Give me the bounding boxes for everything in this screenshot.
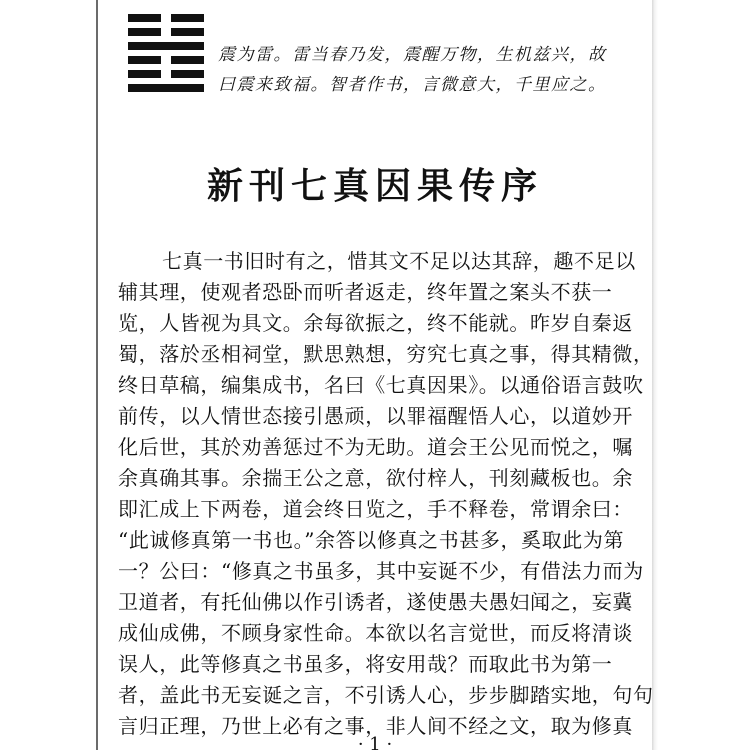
broken-line-icon: [128, 56, 204, 64]
broken-line-icon: [128, 14, 204, 22]
epigraph-line: 曰震来致福。智者作书，言微意大，千里应之。: [218, 75, 607, 95]
body-line: 蜀，落於丞相祠堂，默思熟想，穷究七真之事，得其精微，: [118, 342, 654, 366]
body-line: 一？公曰：“修真之书虽多，其中妄诞不少，有借法力而为: [118, 559, 644, 583]
hexagram-epigraph: [218, 40, 648, 100]
page-number: · 1 ·: [357, 734, 393, 755]
body-line: 即汇成上下两卷，道会终日览之，手不释卷，常谓余曰：: [118, 497, 633, 521]
solid-line-icon: [128, 42, 204, 50]
body-line: 辅其理，使观者恐卧而听者返走，终年置之案头不获一: [118, 280, 613, 304]
body-line: 余真确其事。余揣王公之意，欲付梓人，刊刻藏板也。余: [118, 466, 633, 490]
body-line: 终日草稿，编集成书，名曰《七真因果》。以通俗语言鼓吹: [118, 373, 644, 397]
body-line: 言归正理，乃世上必有之事，非人间不经之文，取为修真: [118, 714, 633, 738]
solid-line-icon: [128, 84, 204, 92]
broken-line-icon: [128, 28, 204, 36]
body-line: 成仙成佛，不顾身家性命。本欲以名言觉世，而反将清谈: [118, 621, 633, 645]
preface-body: [118, 246, 658, 742]
body-line: 览，人皆视为具文。余每欲振之，终不能就。昨岁自秦返: [118, 311, 633, 335]
body-line: “此诚修真第一书也。”余答以修真之书甚多，奚取此为第: [118, 528, 625, 552]
body-line: 七真一书旧时有之，惜其文不足以达其辞，趣不足以: [162, 249, 636, 273]
body-line: 卫道者，有托仙佛以作引诱者，遂使愚夫愚妇闻之，妄冀: [118, 590, 633, 614]
page-title: 新刊七真因果传序: [206, 166, 543, 207]
body-line: 者，盖此书无妄诞之言，不引诱人心，步步脚踏实地，句句: [118, 683, 654, 707]
zhen-hexagram-icon: [128, 14, 204, 98]
body-line: 误人，此等修真之书虽多，将安用哉？而取此书为第一: [118, 652, 613, 676]
body-line: 前传，以人情世态接引愚顽，以罪福醒悟人心，以道妙开: [118, 404, 633, 428]
epigraph-line: 震为雷。雷当春乃发，震醒万物，生机兹兴，故: [218, 45, 607, 65]
broken-line-icon: [128, 70, 204, 78]
page-left-edge: [96, 0, 98, 750]
body-line: 化后世，其於劝善惩过不为无助。道会王公见而悦之，嘱: [118, 435, 633, 459]
